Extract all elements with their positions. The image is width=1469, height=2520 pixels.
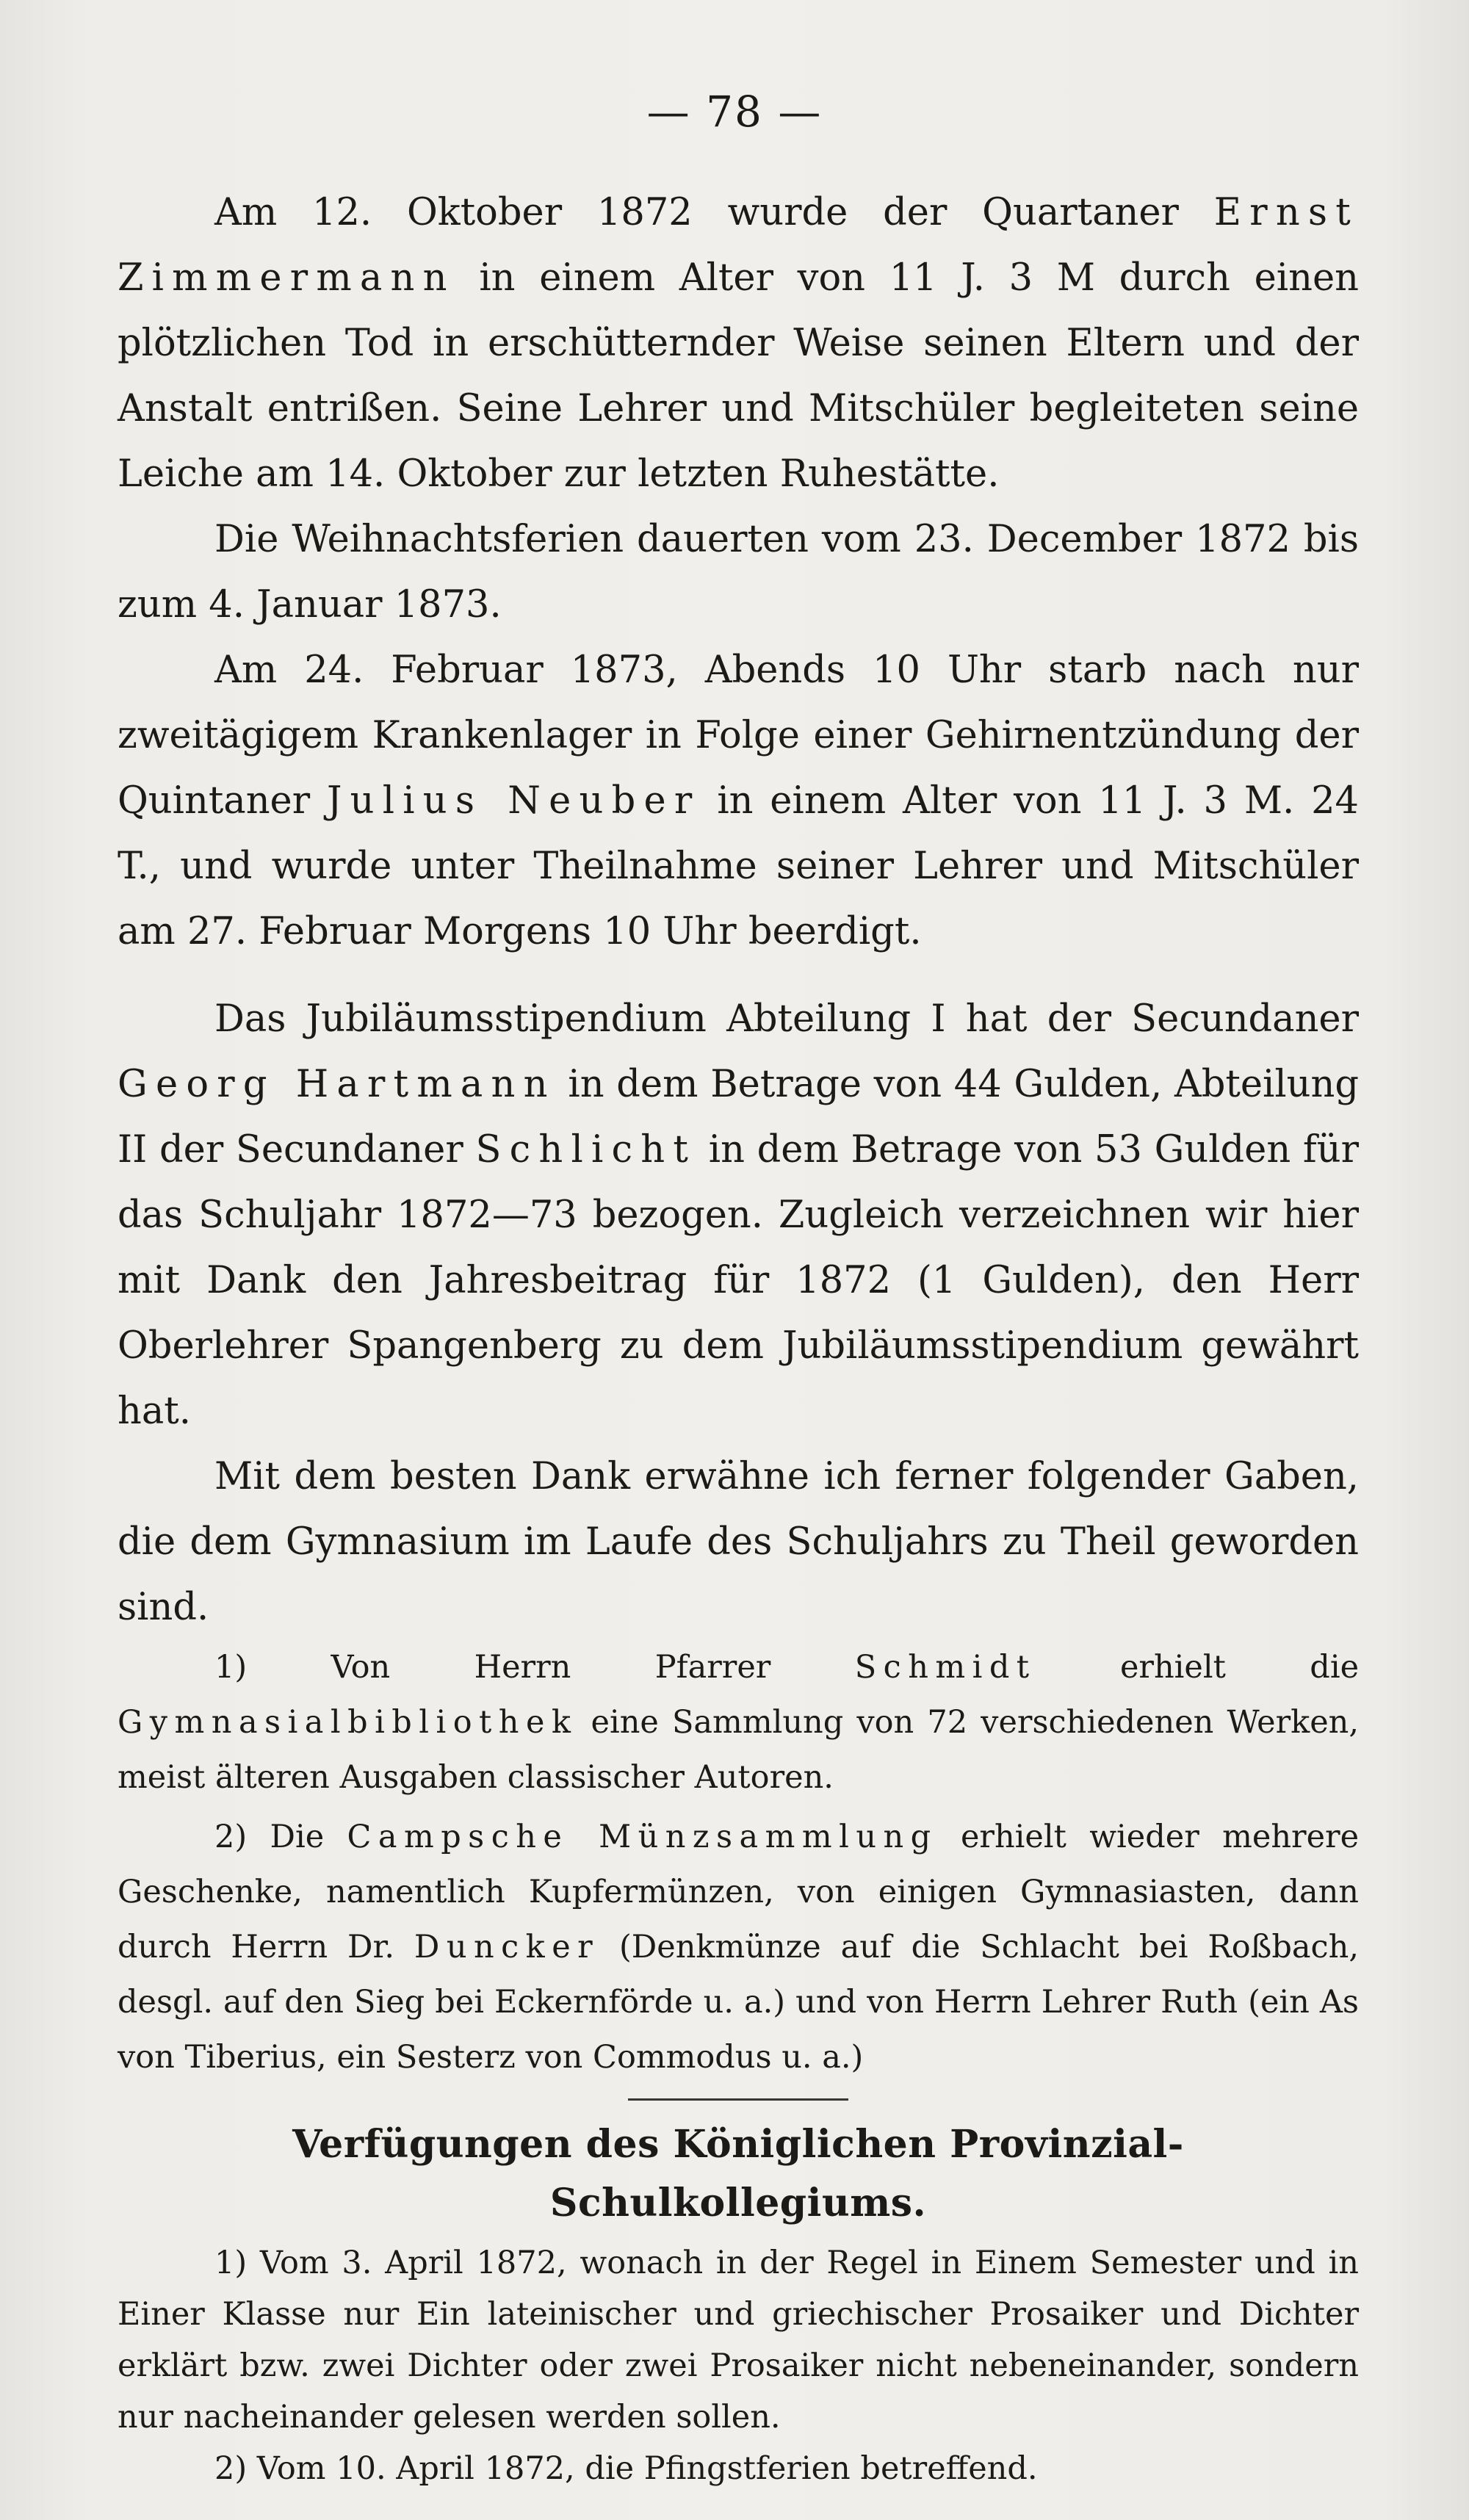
text: (Denkmünze auf die Schlacht bei Roßbach, desgl. auf den Sieg bei Eckernförde u. a.) und von Herrn Lehrer Ruth (ein As von Tiberius, ein Sesterz von Commodus u. a.)	[118, 1929, 1360, 2076]
paragraph-neuber	[118, 638, 1359, 964]
text: erhielt wieder mehrere Geschenke, namentlich Kupfermünzen, von einigen Gymnasiasten, dann durch Herrn Dr.	[118, 1819, 1360, 1965]
text: 1) Von Herrn Pfarrer	[214, 1649, 771, 1686]
text: Am 24. Februar 1873, Abends 10 Uhr starb nach nur zweitägigem Krankenlager in Folge einer Gehirnentzündung der Quintaner	[118, 649, 1359, 823]
paragraph-christmas-holidays: Die Weihnachtsferien dauerten vom 23. December 1872 bis zum 4. Januar 1873.	[118, 518, 1359, 627]
paragraph-zimmermann	[118, 180, 1359, 507]
person-name: Julius Neuber	[326, 779, 701, 823]
person-name: Schmidt	[854, 1649, 1036, 1686]
text: in einem Alter von 11 J. 3 M durch einen plötzlichen Tod in erschütternder Weise seinen Eltern und der Anstalt entrißen. Seine Lehrer und Mitschüler begleiteten seine Leiche am 14. Oktober zur letzten Ruhestätte.	[118, 256, 1359, 496]
page-number: — 78 —	[646, 87, 823, 137]
list-item: 2) Vom 10. April 1872, die Pfingstferien betreffend.	[214, 2450, 1038, 2487]
person-name: Schlicht	[475, 1128, 697, 1171]
text: eine Sammlung von 72 verschiedenen Werken, meist älteren Ausgaben classischer Autoren.	[118, 1704, 1360, 1796]
collection-name: Campsche Münzsammlung	[347, 1819, 938, 1855]
text: Am 12. Oktober 1872 wurde der Quartaner	[214, 191, 1179, 234]
section-divider	[628, 2098, 848, 2101]
library-name: Gymnasialbibliothek	[118, 1704, 578, 1741]
text: 2) Die	[214, 1819, 325, 1855]
person-name: Duncker	[414, 1929, 600, 1965]
text: Das Jubiläumsstipendium Abteilung I hat der Secundaner	[214, 997, 1359, 1041]
gifts-list	[118, 1640, 1359, 2085]
person-name: Ernst Zimmermann	[118, 191, 1359, 300]
text: erhielt die	[1119, 1649, 1360, 1686]
text: in einem Alter von 11 J. 3 M. 24 T., und wurde unter Theilnahme seiner Lehrer und Mitschüler am 27. Februar Morgens 10 Uhr beerdigt.	[118, 779, 1359, 953]
list-item	[118, 1810, 1359, 2085]
paragraph-stipend	[118, 986, 1359, 1444]
paragraph-gifts-intro: Mit dem besten Dank erwähne ich ferner folgender Gaben, die dem Gymnasium im Laufe des Schuljahrs zu Theil geworden sind.	[118, 1455, 1359, 1629]
list-item	[118, 1640, 1359, 1805]
person-name: Georg Hartmann	[118, 1063, 556, 1106]
text: in dem Betrage von 53 Gulden für das Schuljahr 1872—73 bezogen. Zugleich verzeichnen wir hier mit Dank den Jahresbeitrag für 1872 (1 Gulden), den Herr Oberlehrer Spangenberg zu dem Jubiläumsstipendium gewährt hat.	[118, 1128, 1359, 1433]
list-item: 1) Vom 3. April 1872, wonach in der Regel in Einem Semester und in Einer Klasse nur Ein lateinischer und griechischer Prosaiker und Dichter erklärt bzw. zwei Dichter oder zwei Prosaiker nicht nebeneinander, sondern nur nacheinander gelesen werden sollen.	[118, 2245, 1359, 2436]
section-heading: Verfügungen des Königlichen Provinzial-Schulkollegiums.	[292, 2122, 1184, 2225]
orders-list	[118, 2237, 1359, 2494]
text: in dem Betrage von 44 Gulden, Abteilung II der Secundaner	[118, 1063, 1359, 1171]
main-text	[118, 180, 1359, 2494]
